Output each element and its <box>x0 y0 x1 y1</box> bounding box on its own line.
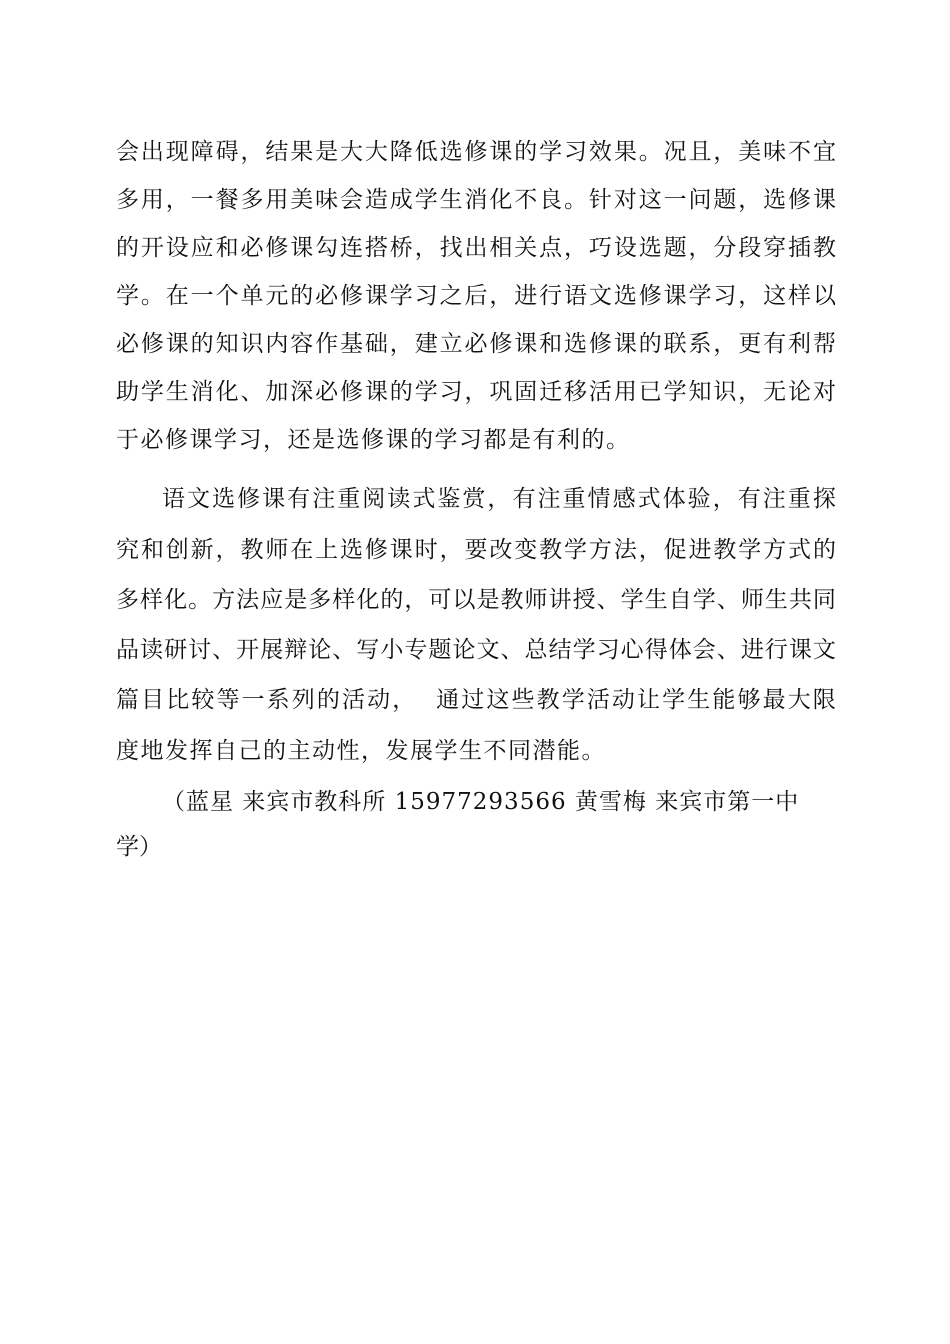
paragraph-1-line-1: 会 出 现 障 碍 ， 结 果 是 大 大 降 低 选 修 课 的 学 习 效 果 。 况 且 ， 美 味 不 宜 <box>116 139 836 165</box>
paragraph-2-line-6: 度地发挥自己的主动性，发展学生不同潜能。 <box>116 738 606 764</box>
paragraph-1-line-4: 学 。 在 一 个 单 元 的 必 修 课 学 习 之 后 ， 进 行 语 文 选 修 课 学 习 ， 这 样 以 <box>116 283 836 309</box>
paragraph-2-line-4: 品 读 研 讨 、 开 展 辩 论 、 写 小 专 题 论 文 、 总 结 学 习 心 得 体 会 、 进 行 课 文 <box>116 637 836 663</box>
author-note-line-1: （蓝星 来宾市教科所 15977293566 黄雪梅 来宾市第一中 <box>162 789 800 815</box>
paragraph-1-line-6: 助 学 生 消 化 、 加 深 必 修 课 的 学 习 ， 巩 固 迁 移 活 用 已 学 知 识 ， 无 论 对 <box>116 379 836 405</box>
paragraph-2-line-5: 篇 目 比 较 等 一 系 列 的 活 动 ， 通 过 这 些 教 学 活 动 让 学 生 能 够 最 大 限 <box>116 687 836 713</box>
author-note-line-2: 学） <box>116 834 162 860</box>
paragraph-2-line-3: 多 样 化 。 方 法 应 是 多 样 化 的 ， 可 以 是 教 师 讲 授 、 学 生 自 学 、 师 生 共 同 <box>116 587 836 613</box>
paragraph-1-line-3: 的 开 设 应 和 必 修 课 勾 连 搭 桥 ， 找 出 相 关 点 ， 巧 设 选 题 ， 分 段 穿 插 教 <box>116 235 836 261</box>
paragraph-2-line-2: 究 和 创 新 ， 教 师 在 上 选 修 课 时 ， 要 改 变 教 学 方 法 ， 促 进 教 学 方 式 的 <box>116 537 836 563</box>
paragraph-1-line-7: 于必修课学习，还是选修课的学习都是有利的。 <box>116 427 631 453</box>
paragraph-1-line-2: 多 用 ， 一 餐 多 用 美 味 会 造 成 学 生 消 化 不 良 。 针 对 这 一 问 题 ， 选 修 课 <box>116 187 836 213</box>
paragraph-1-line-5: 必 修 课 的 知 识 内 容 作 基 础 ， 建 立 必 修 课 和 选 修 课 的 联 系 ， 更 有 利 帮 <box>116 331 836 357</box>
paragraph-2-line-1: 语 文 选 修 课 有 注 重 阅 读 式 鉴 赏 ， 有 注 重 情 感 式 体 验 ， 有 注 重 探 <box>162 486 836 512</box>
